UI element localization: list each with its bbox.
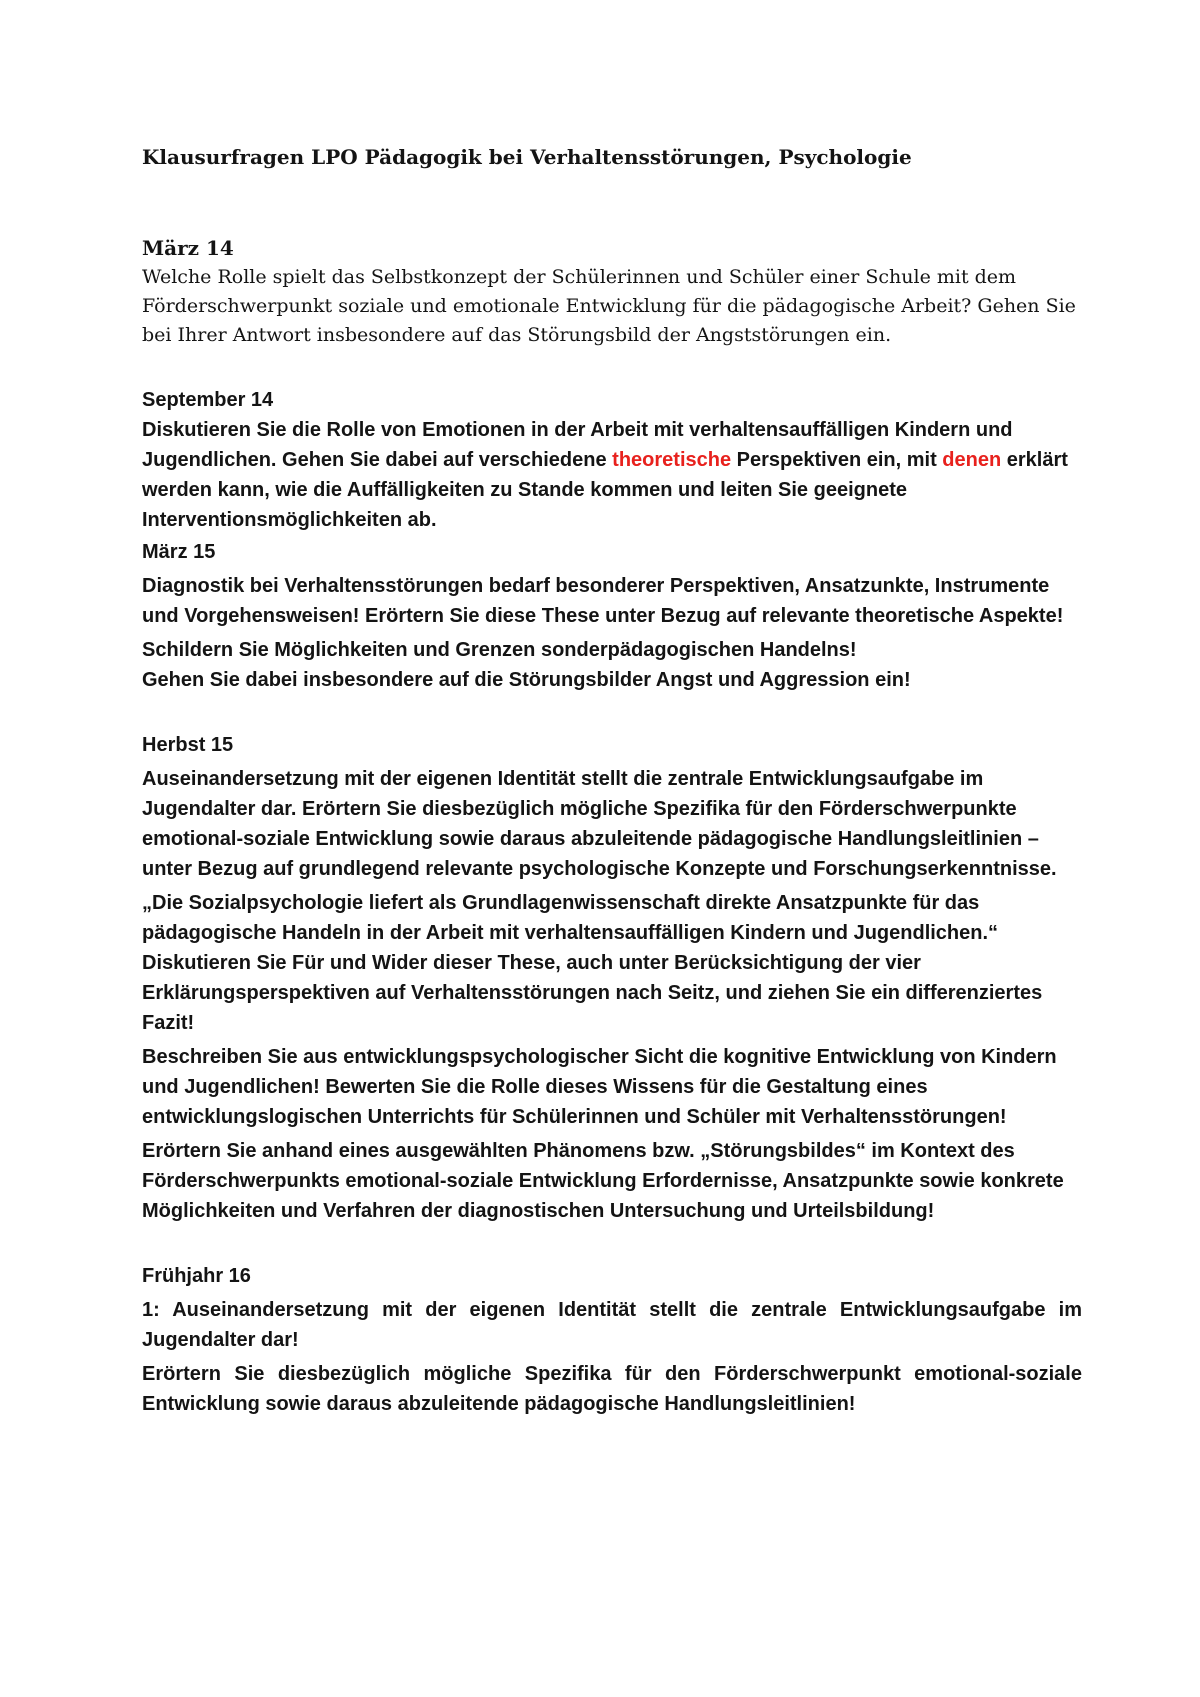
highlighted-word: denen	[942, 449, 1002, 471]
question-text: Gehen Sie dabei insbesondere auf die Störungsbilder Angst und Aggression ein!	[142, 669, 911, 691]
question-text: 1: Auseinandersetzung mit der eigenen Identität stellt die zentrale Entwicklungsaufgabe im Jugendalter dar!	[142, 1299, 1082, 1351]
section-maerz-14	[142, 234, 1082, 350]
question-text-part: Perspektiven ein, mit	[731, 449, 943, 471]
section-heading: Herbst 15	[142, 734, 234, 756]
question-text: Schildern Sie Möglichkeiten und Grenzen sonderpädagogischen Handelns!	[142, 639, 857, 661]
section-fruehjahr-16	[142, 1261, 1082, 1419]
question-text: Welche Rolle spielt das Selbstkonzept der Schülerinnen und Schüler einer Schule mit dem Förderschwerpunkt soziale und emotionale Entwicklung für die pädagogische Arbeit? Gehen Sie bei Ihrer Antwort insbesondere auf das Störungsbild der Angststörungen ein.	[142, 266, 1076, 346]
document-title: Klausurfragen LPO Pädagogik bei Verhaltensstörungen, Psychologie	[142, 145, 912, 169]
section-heading: September 14	[142, 389, 274, 411]
section-heading: März 14	[142, 236, 234, 260]
section-september-14	[142, 385, 1082, 535]
question-text: Diagnostik bei Verhaltensstörungen bedarf besonderer Perspektiven, Ansatzunkte, Instrumente und Vorgehensweisen! Erörtern Sie diese These unter Bezug auf relevante theoretische Aspekte!	[142, 575, 1064, 627]
question-text: Erörtern Sie diesbezüglich mögliche Spezifika für den Förderschwerpunkt emotional-soziale Entwicklung sowie daraus abzuleitende pädagogische Handlungsleitlinien!	[142, 1363, 1082, 1415]
question-text: „Die Sozialpsychologie liefert als Grundlagenwissenschaft direkte Ansatzpunkte für das pädagogische Handeln in der Arbeit mit verhaltensauffälligen Kindern und Jugendlichen.“ Diskutieren Sie Für und Wider dieser These, auch unter Berücksichtigung der vier Erklärungsperspektiven auf Verhaltensstörungen nach Seitz, und ziehen Sie ein differenziertes Fazit!	[142, 892, 1043, 1034]
section-heading: Frühjahr 16	[142, 1265, 251, 1287]
highlighted-word: theoretische	[612, 449, 732, 471]
question-text-part: Diskutieren Sie die Rolle von Emotionen in der Arbeit mit verhaltensauffälligen Kindern und Jugendlichen. Gehen Sie dabei auf verschiedene	[142, 419, 1013, 471]
question-text: Erörtern Sie anhand eines ausgewählten Phänomens bzw. „Störungsbildes“ im Kontext des Förderschwerpunkts emotional-soziale Entwicklung Erfordernisse, Ansatzpunkte sowie konkrete Möglichkeiten und Verfahren der diagnostischen Untersuchung und Urteilsbildung!	[142, 1140, 1064, 1222]
question-text-part: erklärt werden kann, wie die Auffälligkeiten zu Stande kommen und leiten Sie geeignete Interventionsmöglichkeiten ab.	[142, 449, 1068, 531]
section-herbst-15	[142, 730, 1082, 1226]
document-page	[142, 142, 1082, 1419]
section-maerz-15	[142, 537, 1082, 695]
question-text: Auseinandersetzung mit der eigenen Identität stellt die zentrale Entwicklungsaufgabe im Jugendalter dar. Erörtern Sie diesbezüglich mögliche Spezifika für den Förderschwerpunkte emotional-soziale Entwicklung sowie daraus abzuleitende pädagogische Handlungsleitlinien – unter Bezug auf grundlegend relevante psychologische Konzepte und Forschungserkenntnisse.	[142, 768, 1057, 880]
question-text	[142, 415, 1082, 535]
question-text: Beschreiben Sie aus entwicklungspsychologischer Sicht die kognitive Entwicklung von Kindern und Jugendlichen! Bewerten Sie die Rolle dieses Wissens für die Gestaltung eines entwicklungslogischen Unterrichts für Schülerinnen und Schüler mit Verhaltensstörungen!	[142, 1046, 1057, 1128]
section-heading: März 15	[142, 541, 216, 563]
